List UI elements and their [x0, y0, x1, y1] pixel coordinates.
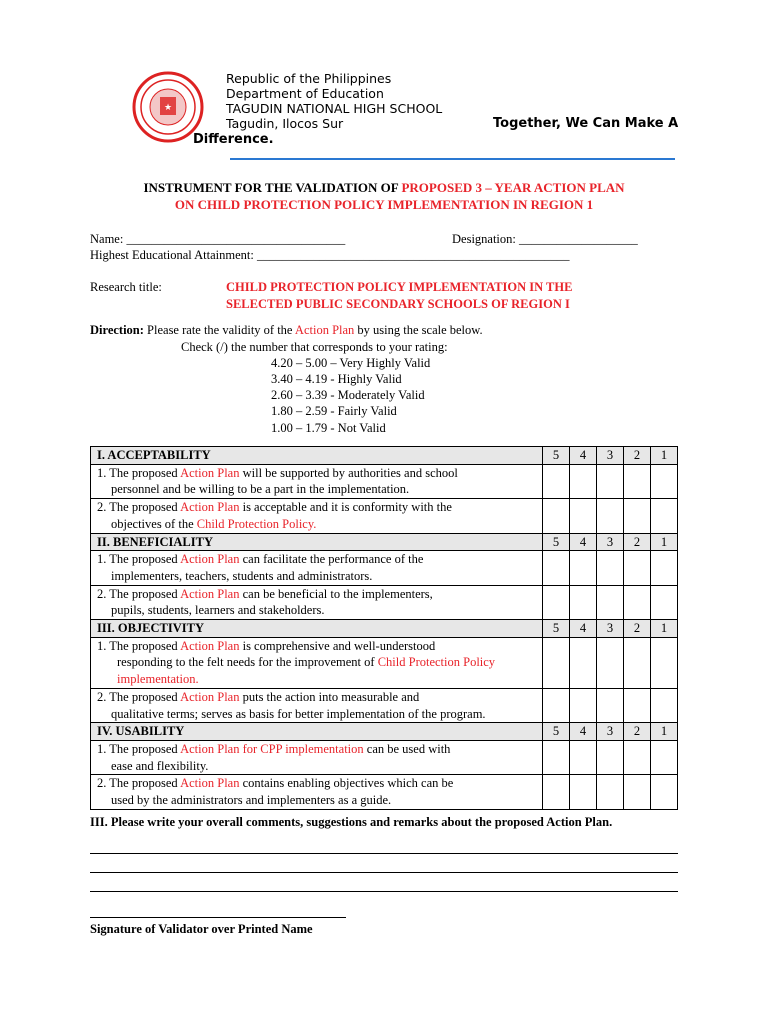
- table-row: [91, 637, 678, 688]
- header-address: Tagudin, Ilocos Sur: [226, 116, 344, 131]
- rating-cell[interactable]: [570, 499, 597, 533]
- rating-cell[interactable]: [570, 551, 597, 585]
- item-text: 2. The proposed Action Plan contains enabling objectives which can be used by the administrators and implementers as a guide.: [91, 775, 543, 809]
- item-text: 1. The proposed Action Plan will be supported by authorities and school personnel and be willing to be a part in the implementation.: [91, 464, 543, 498]
- comment-line[interactable]: [90, 853, 678, 854]
- rating-cell[interactable]: [651, 499, 678, 533]
- col-3: 3: [597, 533, 624, 551]
- rating-cell[interactable]: [543, 499, 570, 533]
- attainment-field[interactable]: Highest Educational Attainment: __________________________________________________: [90, 248, 570, 262]
- col-3: 3: [597, 723, 624, 741]
- col-4: 4: [570, 723, 597, 741]
- rating-cell[interactable]: [570, 688, 597, 722]
- table-row: [91, 464, 678, 498]
- signature-label: Signature of Validator over Printed Name: [90, 922, 313, 936]
- rating-cell[interactable]: [651, 551, 678, 585]
- rating-cell[interactable]: [543, 688, 570, 722]
- rating-cell[interactable]: [597, 551, 624, 585]
- rating-cell[interactable]: [651, 464, 678, 498]
- section-title: I. ACCEPTABILITY: [91, 447, 543, 465]
- table-row: [91, 551, 678, 585]
- item-text: 1. The proposed Action Plan for CPP implementation can be used with ease and flexibility.: [91, 740, 543, 774]
- name-field[interactable]: Name: ___________________________________: [90, 232, 346, 246]
- section-title: IV. USABILITY: [91, 723, 543, 741]
- research-title-line1: CHILD PROTECTION POLICY IMPLEMENTATION IN THE: [226, 280, 573, 294]
- section-row: [91, 533, 678, 551]
- rating-cell[interactable]: [570, 775, 597, 809]
- item-text: 1. The proposed Action Plan is comprehensive and well-understood responding to the felt needs for the improvement of Child Protection Policy implementation.: [91, 637, 543, 688]
- header-school: TAGUDIN NATIONAL HIGH SCHOOL: [226, 101, 443, 116]
- table-row: [91, 775, 678, 809]
- section-title: III. OBJECTIVITY: [91, 620, 543, 638]
- rating-cell[interactable]: [624, 740, 651, 774]
- col-1: 1: [651, 723, 678, 741]
- direction-text: Direction: Please rate the validity of the Action Plan by using the scale below.: [90, 323, 483, 337]
- scale-item: 3.40 – 4.19 - Highly Valid: [271, 372, 402, 386]
- header-department: Department of Education: [226, 86, 384, 101]
- rating-cell[interactable]: [570, 464, 597, 498]
- research-title-line2: SELECTED PUBLIC SECONDARY SCHOOLS OF REGION I: [226, 297, 570, 311]
- col-2: 2: [624, 533, 651, 551]
- rating-cell[interactable]: [624, 551, 651, 585]
- rating-cell[interactable]: [543, 637, 570, 688]
- scale-item: 1.80 – 2.59 - Fairly Valid: [271, 404, 397, 418]
- rating-cell[interactable]: [597, 740, 624, 774]
- designation-field[interactable]: Designation: ___________________: [452, 232, 638, 246]
- page-title-line2: ON CHILD PROTECTION POLICY IMPLEMENTATION IN REGION 1: [174, 197, 594, 212]
- comments-heading: III. Please write your overall comments, suggestions and remarks about the proposed Action Plan.: [90, 815, 613, 829]
- section-title: II. BENEFICIALITY: [91, 533, 543, 551]
- rating-cell[interactable]: [597, 499, 624, 533]
- header-rule: [230, 158, 675, 160]
- rating-cell[interactable]: [597, 637, 624, 688]
- table-row: [91, 688, 678, 722]
- direction-check: Check (/) the number that corresponds to your rating:: [181, 340, 448, 354]
- rating-cell[interactable]: [624, 775, 651, 809]
- col-2: 2: [624, 723, 651, 741]
- signature-line[interactable]: [90, 917, 346, 918]
- col-3: 3: [597, 620, 624, 638]
- col-2: 2: [624, 447, 651, 465]
- comment-line[interactable]: [90, 872, 678, 873]
- item-text: 2. The proposed Action Plan is acceptable and it is conformity with the objectives of the Child Protection Policy.: [91, 499, 543, 533]
- col-1: 1: [651, 447, 678, 465]
- rating-cell[interactable]: [543, 585, 570, 619]
- scale-item: 4.20 – 5.00 – Very Highly Valid: [271, 356, 431, 370]
- rating-cell[interactable]: [543, 775, 570, 809]
- rating-cell[interactable]: [624, 688, 651, 722]
- rating-cell[interactable]: [624, 585, 651, 619]
- section-row: [91, 620, 678, 638]
- item-text: 2. The proposed Action Plan can be beneficial to the implementers, pupils, students, learners and stakeholders.: [91, 585, 543, 619]
- rating-cell[interactable]: [624, 499, 651, 533]
- rating-cell[interactable]: [597, 464, 624, 498]
- rating-cell[interactable]: [597, 688, 624, 722]
- item-text: 2. The proposed Action Plan puts the action into measurable and qualitative terms; serves as basis for better implementation of the program.: [91, 688, 543, 722]
- col-4: 4: [570, 447, 597, 465]
- rating-cell[interactable]: [570, 585, 597, 619]
- validation-table: [90, 446, 678, 810]
- table-row: [91, 740, 678, 774]
- rating-cell[interactable]: [543, 551, 570, 585]
- svg-text:★: ★: [163, 103, 173, 113]
- col-3: 3: [597, 447, 624, 465]
- rating-cell[interactable]: [570, 740, 597, 774]
- col-1: 1: [651, 533, 678, 551]
- col-4: 4: [570, 620, 597, 638]
- comment-line[interactable]: [90, 891, 678, 892]
- rating-cell[interactable]: [543, 740, 570, 774]
- rating-cell[interactable]: [651, 775, 678, 809]
- scale-item: 2.60 – 3.39 - Moderately Valid: [271, 388, 425, 402]
- page-title: INSTRUMENT FOR THE VALIDATION OF PROPOSED 3 – YEAR ACTION PLAN: [143, 180, 625, 195]
- table-row: [91, 585, 678, 619]
- rating-cell[interactable]: [651, 585, 678, 619]
- header-motto-end: Difference.: [193, 132, 274, 147]
- col-2: 2: [624, 620, 651, 638]
- rating-cell[interactable]: [543, 464, 570, 498]
- col-1: 1: [651, 620, 678, 638]
- table-row: [91, 499, 678, 533]
- item-text: 1. The proposed Action Plan can facilitate the performance of the implementers, teachers, students and administrators.: [91, 551, 543, 585]
- research-title-label: Research title:: [90, 280, 162, 294]
- rating-cell[interactable]: [570, 637, 597, 688]
- header-motto: Together, We Can Make A: [493, 116, 679, 131]
- rating-cell[interactable]: [651, 637, 678, 688]
- rating-cell[interactable]: [651, 688, 678, 722]
- rating-cell[interactable]: [651, 740, 678, 774]
- rating-cell[interactable]: [597, 775, 624, 809]
- header-republic: Republic of the Philippines: [226, 71, 392, 86]
- section-row: [91, 447, 678, 465]
- col-5: 5: [543, 447, 570, 465]
- rating-cell[interactable]: [624, 464, 651, 498]
- col-5: 5: [543, 723, 570, 741]
- col-5: 5: [543, 533, 570, 551]
- section-row: [91, 723, 678, 741]
- rating-cell[interactable]: [624, 637, 651, 688]
- scale-item: 1.00 – 1.79 - Not Valid: [271, 421, 386, 435]
- rating-cell[interactable]: [597, 585, 624, 619]
- col-4: 4: [570, 533, 597, 551]
- col-5: 5: [543, 620, 570, 638]
